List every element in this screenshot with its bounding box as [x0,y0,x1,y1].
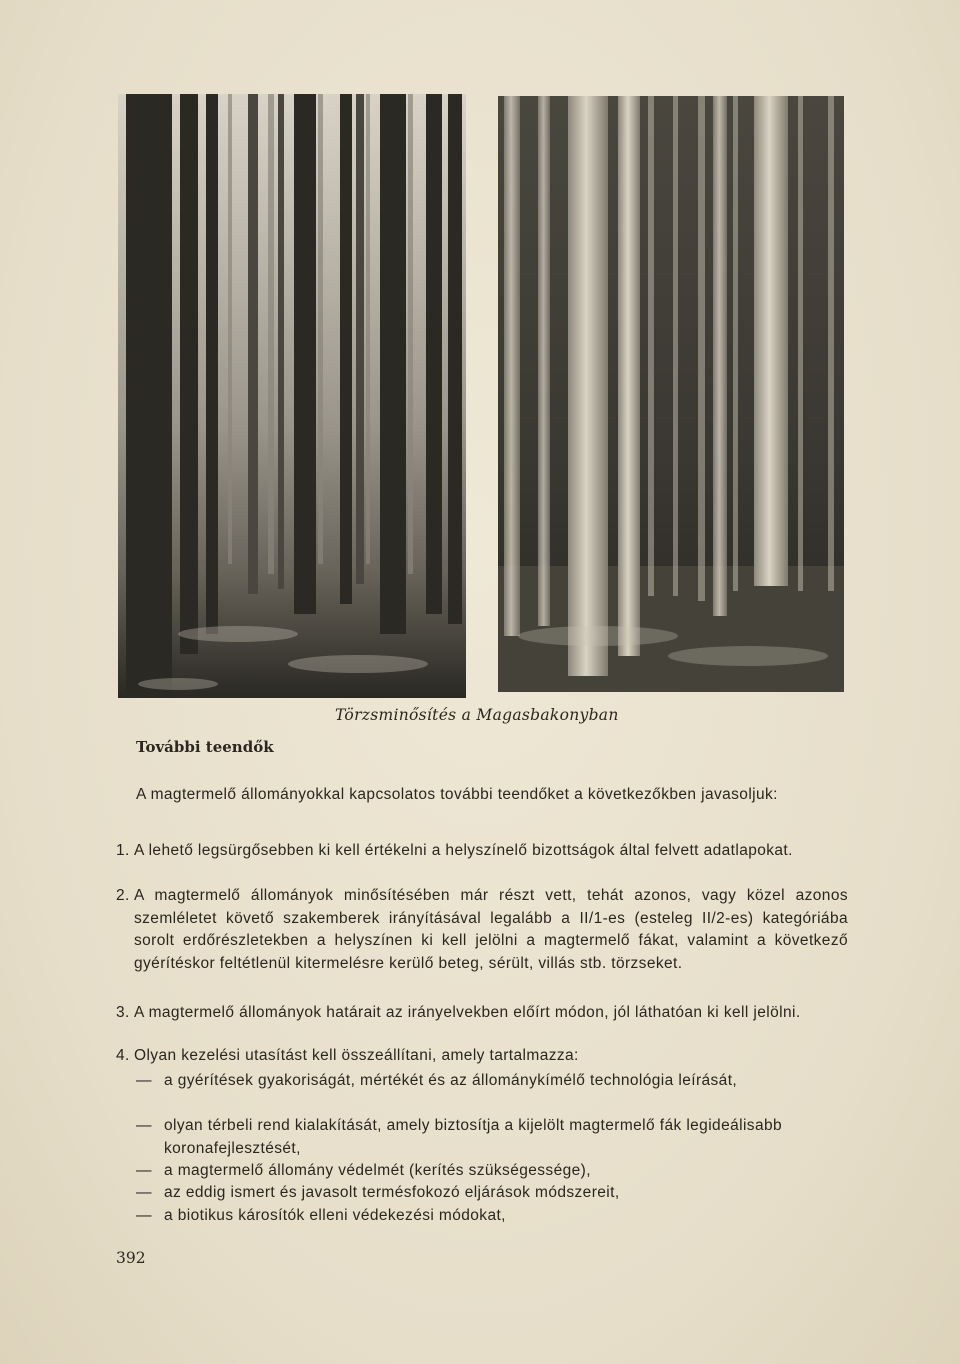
list-item-number: 1. [116,842,130,859]
beech-trunk-1 [568,96,608,676]
list-item-text: A magtermelő állományok minősítésében már részt vett, tehát azonos, vagy közel azonos szemléletet követő szakemberek irányításával legalább a II/1-es (esteleg II/2-es) kategóriába sorolt erdőrészletekben a helyszínen ki kell jelölni a magtermelő fákat, valamint a következő gyérítéskor feltétlenül kitermelésre kerülő beteg, sérült, villás stb. törzseket. [134,887,848,972]
list-item-text: A magtermelő állományok határait az irányelvekben előírt módon, jól láthatóan ki kell jelölni. [134,1004,801,1021]
page-number: 392 [116,1249,146,1267]
dash-item-text: olyan térbeli rend kialakítását, amely biztosítja a kijelölt magtermelő fák legideálisabb koronafejlesztését, [164,1117,783,1157]
dash-bullet: — [136,1184,152,1201]
intro-paragraph: A magtermelő állományokkal kapcsolatos további teendőket a következőkben javasoljuk: [136,786,778,803]
dash-item-text: az eddig ismert és javasolt termésfokozó eljárások módszereit, [164,1184,620,1201]
section-title: További teendők [136,738,274,756]
dash-list-item [136,1205,848,1228]
dash-item-text: a gyérítések gyakoriságát, mértékét és az állománykímélő technológia leírását, [164,1072,738,1089]
dash-bullet: — [136,1072,152,1089]
dash-list-item [136,1115,848,1160]
list-item-text: A lehető legsürgősebben ki kell értékelni a helyszínelő bizottságok által felvett adatlapokat. [134,842,793,859]
list-item [116,1002,848,1025]
list-item [116,840,848,863]
dash-list-item [136,1160,848,1183]
photo-caption: Törzsminősítés a Magasbakonyban [335,706,619,724]
beech-trunk-2 [618,96,640,656]
forest-photo-right-image [498,96,844,692]
dash-bullet: — [136,1162,152,1179]
dash-list-item [136,1070,848,1093]
list-item-number: 3. [116,1004,130,1021]
list-item [116,885,848,975]
forest-photo-left [118,94,466,698]
dash-list-item [136,1182,848,1205]
list-item-number: 2. [116,887,130,904]
forest-photo-right [498,96,844,692]
list-item-number: 4. [116,1047,130,1064]
dash-item-text: a biotikus károsítók elleni védekezési módokat, [164,1207,506,1224]
dash-bullet: — [136,1207,152,1224]
list-item-text: Olyan kezelési utasítást kell összeállítani, amely tartalmazza: [134,1047,579,1064]
dash-item-text: a magtermelő állomány védelmét (kerítés szükségessége), [164,1162,591,1179]
beech-trunk-3 [754,96,788,586]
list-item [116,1045,848,1068]
dash-bullet: — [136,1117,152,1134]
forest-photo-left-image [118,94,466,698]
